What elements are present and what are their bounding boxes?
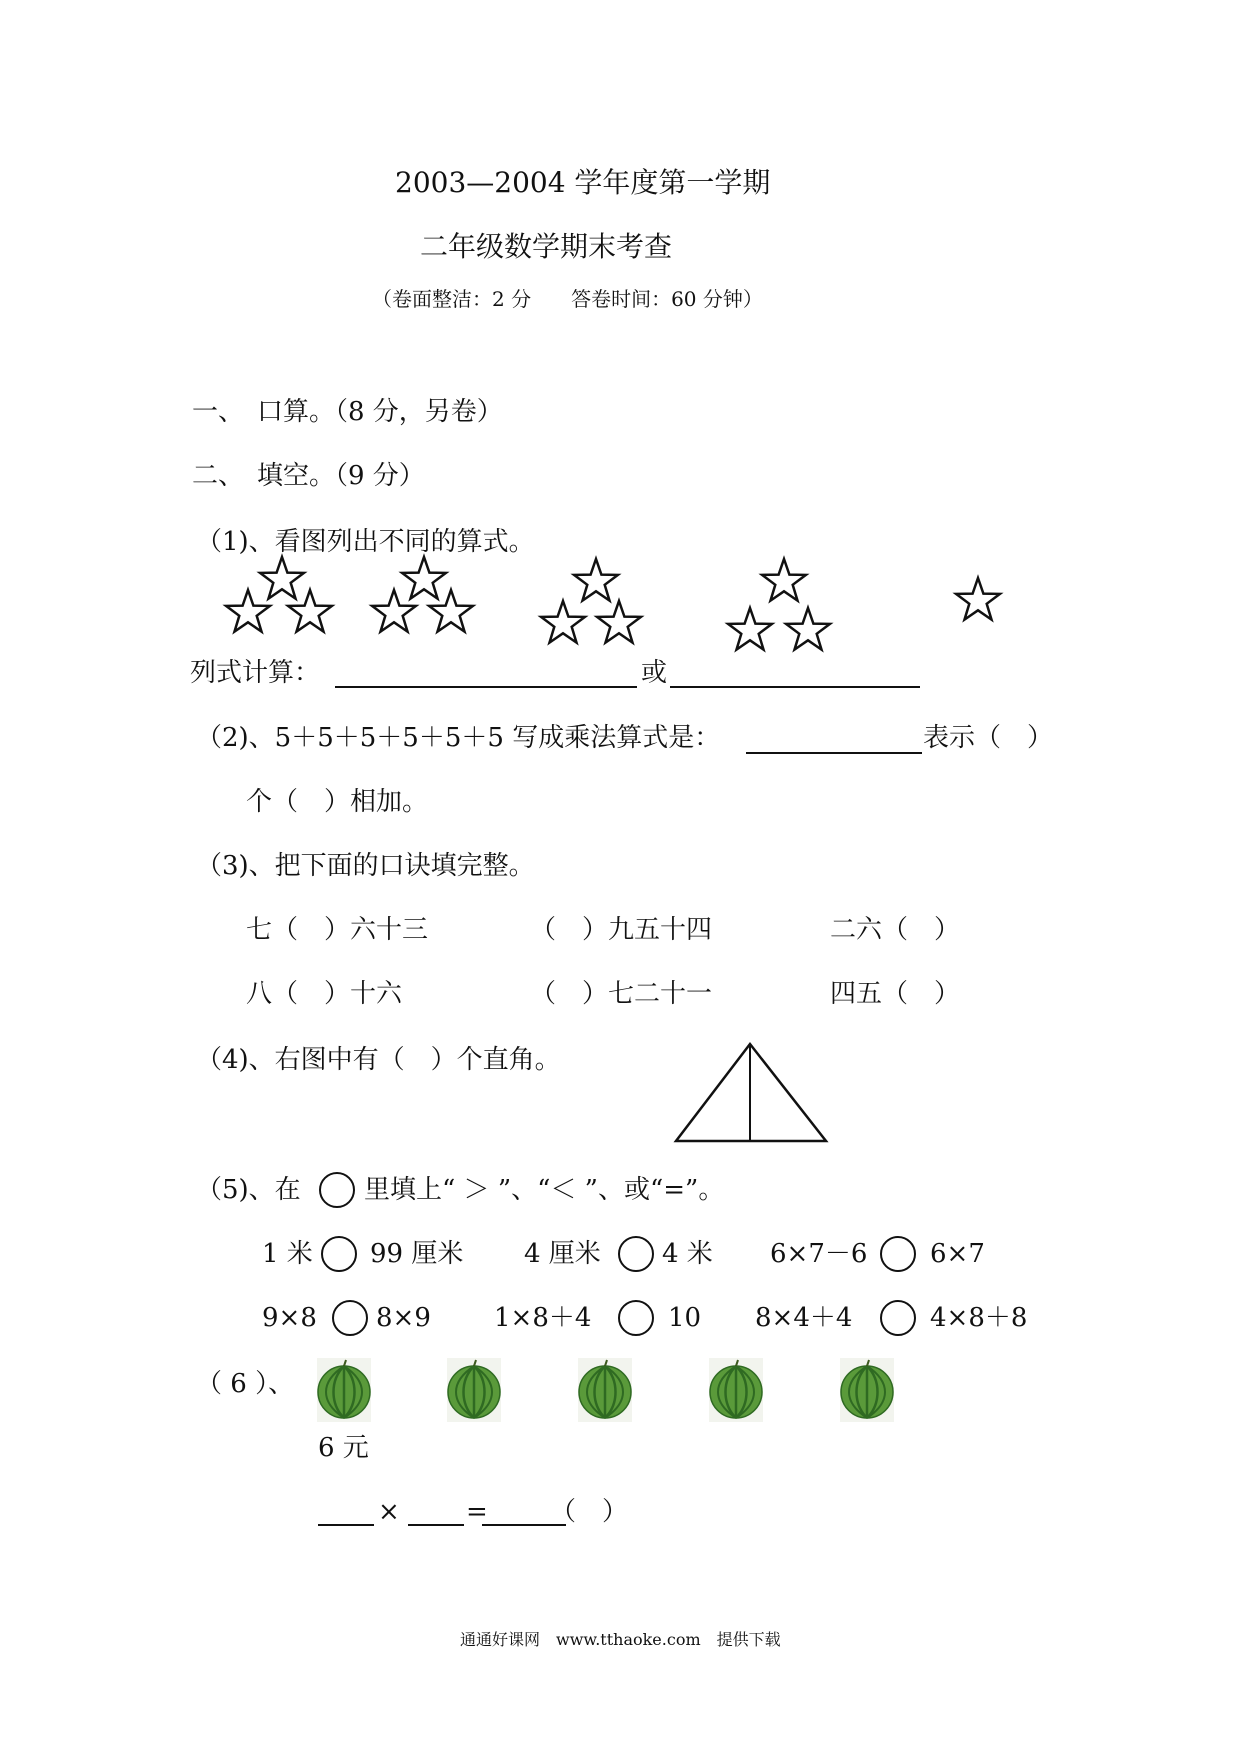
q5-expr: 99 厘米 <box>370 1239 464 1269</box>
melon-price: 6 元 <box>318 1433 369 1463</box>
q6-unit-paren: （ ） <box>550 1497 629 1527</box>
q3-item: 八（ ）十六 <box>246 979 403 1009</box>
q1-label: （1)、看图列出不同的算式。 <box>196 527 535 557</box>
watermelon-icon <box>578 1358 632 1422</box>
watermelon-icon <box>840 1358 894 1422</box>
q5-label-prefix: （5)、在 <box>196 1175 301 1205</box>
q5-expr: 9×8 <box>262 1303 317 1333</box>
q3-item: 四五（ ） <box>830 979 961 1009</box>
q5-expr: 4×8＋8 <box>930 1303 1028 1333</box>
q2-line2: 个（ ）相加。 <box>246 787 429 817</box>
q6-times: × <box>378 1497 400 1527</box>
q5-expr: 10 <box>668 1303 702 1333</box>
watermelon-icon <box>317 1358 371 1422</box>
q1-calc-label: 列式计算： <box>190 658 321 688</box>
q3-item: （ ）七二十一 <box>530 979 713 1009</box>
footer-source: 通通好课网 www.tthaoke.com 提供下载 <box>460 1630 781 1649</box>
q6-label: （ 6 ）、 <box>196 1369 295 1399</box>
exam-title: 2003—2004 学年度第一学期 <box>395 166 771 199</box>
q1-or: 或 <box>641 658 668 688</box>
q3-item: 二六（ ） <box>830 915 961 945</box>
section-1-heading: 一、 口算。（8 分，另卷） <box>192 397 503 427</box>
exam-note: （卷面整洁：2 分 答卷时间：60 分钟） <box>372 287 763 311</box>
q3-label: （3)、把下面的口诀填完整。 <box>196 851 535 881</box>
q5-expr: 1×8＋4 <box>494 1303 592 1333</box>
q5-expr: 6×7－6 <box>770 1239 868 1269</box>
q2-label: （2)、5＋5＋5＋5＋5＋5 写成乘法算式是： <box>196 723 721 753</box>
watermelon-icon <box>709 1358 763 1422</box>
q3-item: （ ）九五十四 <box>530 915 713 945</box>
q5-expr: 8×4＋4 <box>755 1303 853 1333</box>
q6-equals: = <box>466 1497 488 1527</box>
q6-blank-2[interactable] <box>408 1524 464 1526</box>
q5-expr: 4 米 <box>662 1239 713 1269</box>
q5-expr: 6×7 <box>930 1239 985 1269</box>
q5-expr: 8×9 <box>376 1303 431 1333</box>
q2-meaning: 表示（ ） <box>923 723 1054 753</box>
q3-item: 七（ ）六十三 <box>246 915 429 945</box>
watermelon-icon <box>447 1358 501 1422</box>
section-2-heading: 二、 填空。（9 分） <box>192 461 425 491</box>
q4-label: （4)、右图中有（ ）个直角。 <box>196 1045 561 1075</box>
q5-expr: 1 米 <box>262 1239 313 1269</box>
q6-blank-1[interactable] <box>318 1524 374 1526</box>
q5-expr: 4 厘米 <box>524 1239 601 1269</box>
q5-label-suffix: 里填上“ ＞ ”、“＜ ”、或“=”。 <box>364 1175 725 1205</box>
exam-subtitle: 二年级数学期末考查 <box>420 230 673 263</box>
